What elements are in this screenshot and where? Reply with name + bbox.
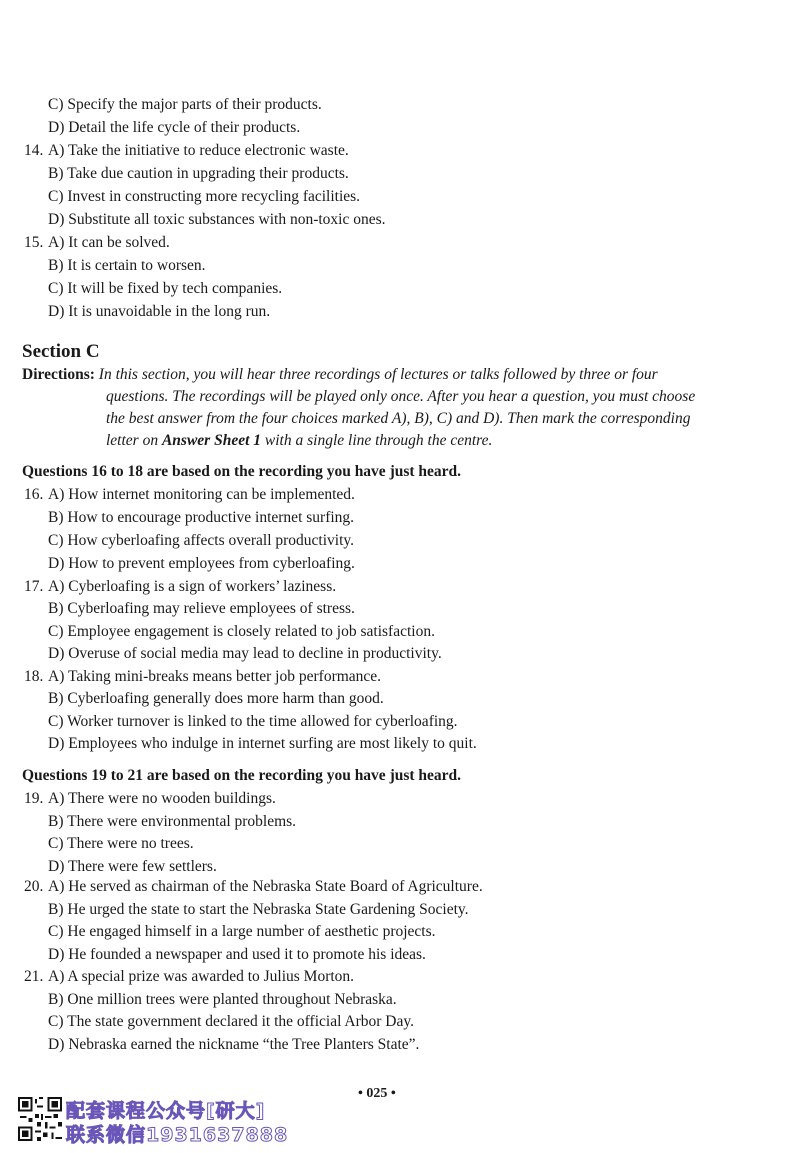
q18-option-b: B) Cyberloafing generally does more harm than good. — [48, 690, 384, 707]
q16-option-d: D) How to prevent employees from cyberloafing. — [48, 555, 355, 572]
group-heading-16-18: Questions 16 to 18 are based on the recording you have just heard. — [22, 463, 462, 480]
option-text: A) There were no wooden buildings. — [48, 790, 276, 807]
option-text: A) A special prize was awarded to Julius Morton. — [48, 968, 355, 985]
q18-option-d: D) Employees who indulge in internet surfing are most likely to quit. — [48, 735, 477, 752]
directions-line-3: the best answer from the four choices marked A), B), C) and D). Then mark the corresponding — [106, 410, 691, 427]
q17-option-d: D) Overuse of social media may lead to decline in productivity. — [48, 645, 442, 662]
q20-option-c: C) He engaged himself in a large number of aesthetic projects. — [48, 923, 436, 940]
q21-option-a — [24, 967, 354, 987]
q17-option-c: C) Employee engagement is closely related to job satisfaction. — [48, 623, 435, 640]
directions-line-4 — [22, 430, 740, 452]
directions-label: Directions: — [22, 366, 95, 383]
directions-line-2: questions. The recordings will be played only once. After you hear a question, you must choose — [106, 388, 696, 405]
q16-option-c: C) How cyberloafing affects overall productivity. — [48, 532, 355, 549]
q19-option-d: D) There were few settlers. — [48, 858, 217, 875]
promo-line-1: 配套课程公众号[研大] — [66, 1100, 266, 1122]
q19-option-b: B) There were environmental problems. — [48, 813, 297, 830]
q18-option-c: C) Worker turnover is linked to the time allowed for cyberloafing. — [48, 713, 458, 730]
q19-option-c: C) There were no trees. — [48, 835, 194, 852]
page-number: • 025 • — [358, 1086, 396, 1101]
group-heading-19-21: Questions 19 to 21 are based on the recording you have just heard. — [22, 767, 462, 784]
q14-option-a — [24, 141, 349, 161]
option-text: A) How internet monitoring can be implemented. — [48, 486, 355, 503]
q13-option-c: C) Specify the major parts of their products. — [48, 96, 322, 113]
q16-option-b: B) How to encourage productive internet surfing. — [48, 509, 355, 526]
option-text: A) Taking mini-breaks means better job performance. — [48, 668, 382, 685]
q20-option-d: D) He founded a newspaper and used it to promote his ideas. — [48, 946, 426, 963]
option-text: A) Cyberloafing is a sign of workers’ laziness. — [48, 578, 337, 595]
option-text: A) Take the initiative to reduce electronic waste. — [48, 142, 349, 159]
question-number: 17. — [24, 578, 44, 595]
question-number: 16. — [24, 486, 44, 503]
section-title: Section C — [22, 341, 100, 362]
q20-option-b: B) He urged the state to start the Nebraska State Gardening Society. — [48, 901, 469, 918]
q20-option-a — [24, 877, 483, 897]
q15-option-d: D) It is unavoidable in the long run. — [48, 303, 271, 320]
directions — [22, 364, 740, 452]
question-number: 19. — [24, 790, 44, 807]
q19-option-a — [24, 789, 276, 809]
q14-option-c: C) Invest in constructing more recycling facilities. — [48, 188, 361, 205]
q14-option-d: D) Substitute all toxic substances with non-toxic ones. — [48, 211, 386, 228]
question-number: 18. — [24, 668, 44, 685]
q18-option-a — [24, 667, 381, 687]
question-number: 21. — [24, 968, 44, 985]
option-text: A) It can be solved. — [48, 234, 170, 251]
answer-sheet-label: Answer Sheet 1 — [161, 432, 262, 449]
question-number: 20. — [24, 878, 44, 895]
option-text: A) He served as chairman of the Nebraska State Board of Agriculture. — [48, 878, 483, 895]
q21-option-d: D) Nebraska earned the nickname “the Tree Planters State”. — [48, 1036, 420, 1053]
q14-option-b: B) Take due caution in upgrading their products. — [48, 165, 349, 182]
question-number: 15. — [24, 234, 44, 251]
q15-option-a — [24, 233, 170, 253]
q13-option-d: D) Detail the life cycle of their products. — [48, 119, 301, 136]
q15-option-b: B) It is certain to worsen. — [48, 257, 206, 274]
q17-option-b: B) Cyberloafing may relieve employees of stress. — [48, 600, 355, 617]
question-number: 14. — [24, 142, 44, 159]
directions-text: with a single line through the centre. — [261, 432, 493, 449]
q17-option-a — [24, 577, 336, 597]
q16-option-a — [24, 485, 355, 505]
q21-option-c: C) The state government declared it the official Arbor Day. — [48, 1013, 414, 1030]
directions-text: letter on — [106, 432, 162, 449]
q21-option-b: B) One million trees were planted throughout Nebraska. — [48, 991, 397, 1008]
directions-line-1: In this section, you will hear three recordings of lectures or talks followed by three or four — [98, 366, 658, 383]
promo-line-2: 联系微信1931637888 — [66, 1124, 289, 1146]
qr-code-icon — [18, 1097, 62, 1141]
q15-option-c: C) It will be fixed by tech companies. — [48, 280, 283, 297]
